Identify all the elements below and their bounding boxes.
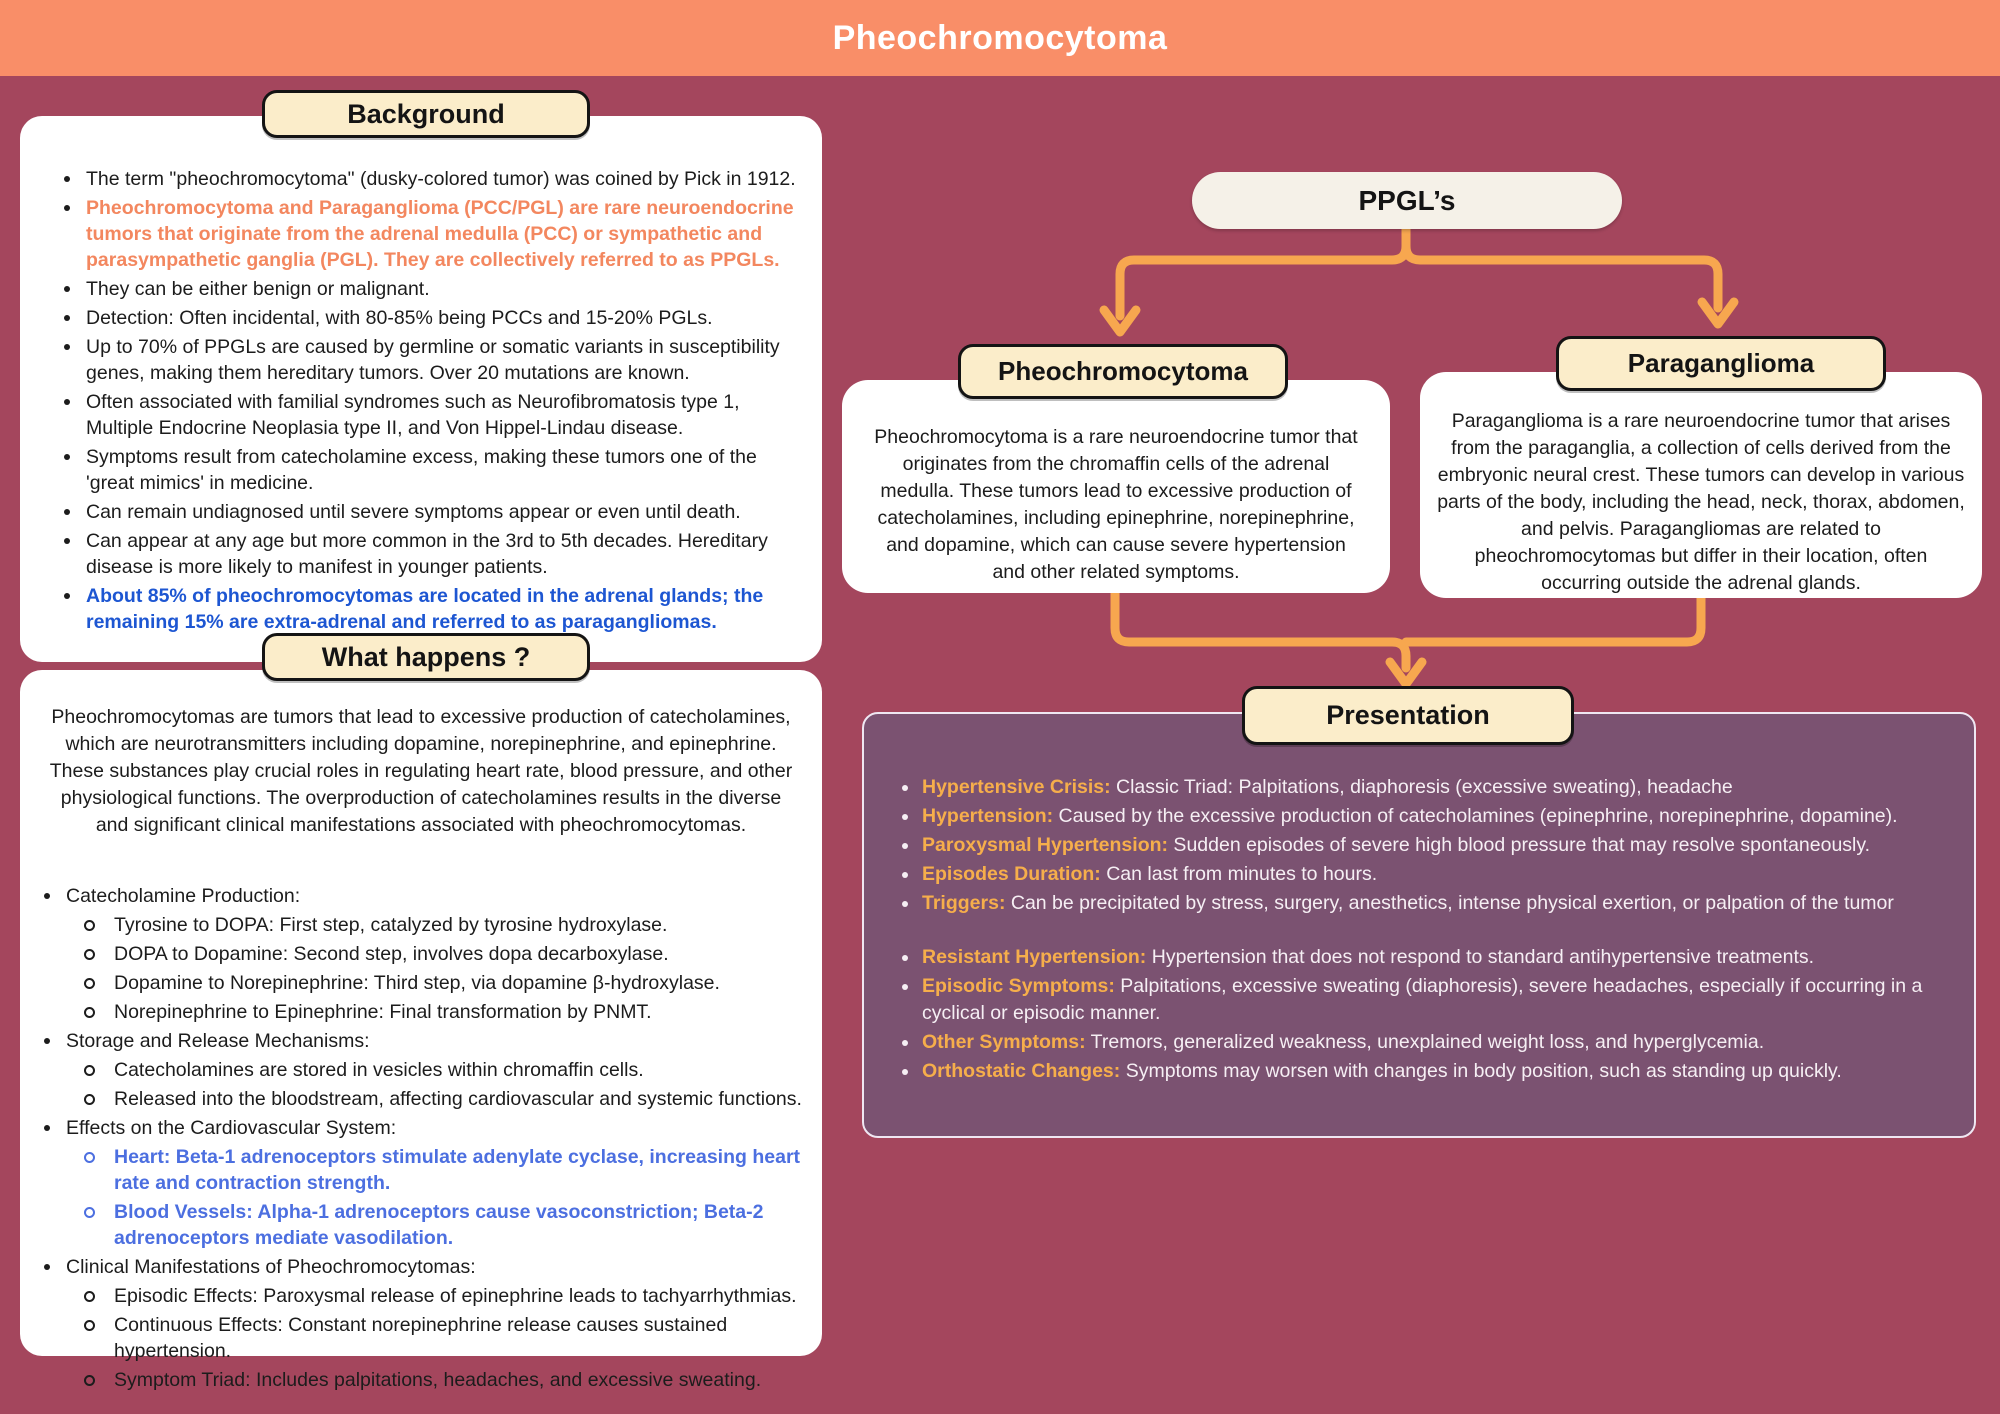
bullet-lead: Hypertension: [922, 805, 1054, 827]
paraganglioma-node-title: Paraganglioma [1556, 336, 1886, 391]
outline-item: Heart: Beta-1 adrenoceptors stimulate adenylate cyclase, increasing heart rate and contraction strength. [20, 1144, 822, 1196]
outline-item: Symptom Triad: Includes palpitations, headaches, and excessive sweating. [20, 1367, 822, 1393]
background-bullet-list [40, 166, 796, 635]
outline-item: Norepinephrine to Epinephrine: Final transformation by PNMT. [20, 999, 822, 1025]
presentation-bullet [894, 832, 1946, 859]
bullet-text: Tremors, generalized weakness, unexplained weight loss, and hyperglycemia. [1085, 1031, 1765, 1053]
outline-item: Episodic Effects: Paroxysmal release of epinephrine leads to tachyarrhythmias. [20, 1283, 822, 1309]
arrowhead-presentation [1390, 662, 1422, 684]
header-bar [0, 0, 2000, 76]
bullet-text: Can last from minutes to hours. [1100, 863, 1378, 885]
outline-item: Blood Vessels: Alpha-1 adrenoceptors cause vasoconstriction; Beta-2 adrenoceptors mediate vasodilation. [20, 1199, 822, 1251]
background-bullet: They can be either benign or malignant. [40, 276, 796, 302]
arrow-para-to-presentation [1406, 592, 1701, 642]
presentation-bullet [894, 944, 1946, 971]
background-card [20, 116, 822, 662]
paraganglioma-description-card [1420, 372, 1982, 598]
arrow-root-to-para [1406, 224, 1718, 308]
presentation-bullet [894, 774, 1946, 801]
background-bullet: The term "pheochromocytoma" (dusky-colored tumor) was coined by Pick in 1912. [40, 166, 796, 192]
pheochromocytoma-description-card [842, 380, 1390, 593]
arrow-root-to-pheo [1120, 224, 1406, 316]
outline-item: Dopamine to Norepinephrine: Third step, via dopamine β-hydroxylase. [20, 970, 822, 996]
outline-item: Catecholamines are stored in vesicles within chromaffin cells. [20, 1057, 822, 1083]
presentation-bullet [894, 973, 1946, 1027]
what-happens-section-title: What happens ? [262, 633, 590, 681]
background-bullet: Up to 70% of PPGLs are caused by germline or somatic variants in susceptibility genes, making them hereditary tumors. Over 20 mutations are known. [40, 334, 796, 386]
paraganglioma-description: Paraganglioma is a rare neuroendocrine tumor that arises from the paraganglia, a collection of cells derived from the embryonic neural crest. These tumors can develop in various parts of the body, including the head, neck, thorax, abdomen, and pelvis. Paragangliomas are related to pheochromocytomas but differ in their location, often occurring outside the adrenal glands. [1437, 410, 1965, 594]
outline-item: Storage and Release Mechanisms: [20, 1028, 822, 1054]
bullet-text: Symptoms may worsen with changes in body position, such as standing up quickly. [1120, 1060, 1842, 1082]
bullet-text: Palpitations, excessive sweating (diaphoresis), severe headaches, especially if occurring in a cyclical or episodic manner. [922, 975, 1923, 1024]
outline-item: Clinical Manifestations of Pheochromocytomas: [20, 1254, 822, 1280]
bullet-lead: Episodes Duration: [922, 863, 1101, 885]
arrowhead-pheo [1104, 310, 1136, 332]
bullet-lead: Episodic Symptoms: [922, 975, 1115, 997]
bullet-text: Caused by the excessive production of catecholamines (epinephrine, norepinephrine, dopamine). [1053, 805, 1898, 827]
bullet-text: Hypertension that does not respond to standard antihypertensive treatments. [1146, 946, 1815, 968]
outline-item: Continuous Effects: Constant norepinephrine release causes sustained hypertension. [20, 1312, 822, 1364]
presentation-bullet [894, 1029, 1946, 1056]
pheochromocytoma-description: Pheochromocytoma is a rare neuroendocrine tumor that originates from the chromaffin cells of the adrenal medulla. These tumors lead to excessive production of catecholamines, including epinephrine, norepinephrine, and dopamine, which can cause severe hypertension and other related symptoms. [874, 426, 1358, 583]
outline-item: Catecholamine Production: [20, 883, 822, 909]
page-title: Pheochromocytoma [832, 18, 1168, 57]
presentation-bullet-group-1 [894, 774, 1946, 917]
bullet-text: Sudden episodes of severe high blood pressure that may resolve spontaneously. [1168, 834, 1871, 856]
arrow-pheo-to-presentation [1115, 588, 1406, 668]
background-bullet: Can appear at any age but more common in the 3rd to 5th decades. Hereditary disease is more likely to manifest in younger patients. [40, 528, 796, 580]
background-bullet: Symptoms result from catecholamine excess, making these tumors one of the 'great mimics' in medicine. [40, 444, 796, 496]
outline-item: Effects on the Cardiovascular System: [20, 1115, 822, 1141]
presentation-bullet [894, 861, 1946, 888]
presentation-bullet [894, 1058, 1946, 1085]
outline-item: DOPA to Dopamine: Second step, involves dopa decarboxylase. [20, 941, 822, 967]
bullet-text: Can be precipitated by stress, surgery, anesthetics, intense physical exertion, or palpation of the tumor [1005, 892, 1894, 914]
what-happens-outline [20, 883, 822, 1393]
what-happens-intro: Pheochromocytomas are tumors that lead to excessive production of catecholamines, which are neurotransmitters including dopamine, norepinephrine, and epinephrine. These substances play crucial roles in regulating heart rate, blood pressure, and other physiological functions. The overproduction of catecholamines results in the diverse and significant clinical manifestations associated with pheochromocytomas. [49, 706, 793, 836]
outline-item: Tyrosine to DOPA: First step, catalyzed by tyrosine hydroxylase. [20, 912, 822, 938]
bullet-lead: Resistant Hypertension: [922, 946, 1147, 968]
pheochromocytoma-node-title: Pheochromocytoma [958, 344, 1288, 399]
bullet-lead: Triggers: [922, 892, 1006, 914]
bullet-lead: Hypertensive Crisis: [922, 776, 1111, 798]
presentation-bullet [894, 890, 1946, 917]
presentation-section-title: Presentation [1242, 686, 1574, 745]
presentation-bullet-group-2 [894, 944, 1946, 1085]
bullet-lead: Orthostatic Changes: [922, 1060, 1121, 1082]
arrowhead-para [1702, 302, 1734, 324]
background-section-title: Background [262, 90, 590, 138]
outline-item: Released into the bloodstream, affecting cardiovascular and systemic functions. [20, 1086, 822, 1112]
background-bullet: Pheochromocytoma and Paraganglioma (PCC/PGL) are rare neuroendocrine tumors that originate from the adrenal medulla (PCC) or sympathetic and parasympathetic ganglia (PGL). They are collectively referred to as PPGLs. [40, 195, 796, 273]
background-bullet: Often associated with familial syndromes such as Neurofibromatosis type 1, Multiple Endocrine Neoplasia type II, and Von Hippel-Lindau disease. [40, 389, 796, 441]
background-bullet: Can remain undiagnosed until severe symptoms appear or even until death. [40, 499, 796, 525]
background-bullet: About 85% of pheochromocytomas are located in the adrenal glands; the remaining 15% are extra-adrenal and referred to as paragangliomas. [40, 583, 796, 635]
presentation-bullet [894, 803, 1946, 830]
bullet-lead: Other Symptoms: [922, 1031, 1086, 1053]
bullet-text: Classic Triad: Palpitations, diaphoresis (excessive sweating), headache [1110, 776, 1733, 798]
ppgl-root-node: PPGL’s [1192, 172, 1622, 229]
presentation-panel [862, 712, 1976, 1138]
background-bullet: Detection: Often incidental, with 80-85% being PCCs and 15-20% PGLs. [40, 305, 796, 331]
what-happens-card [20, 670, 822, 1391]
bullet-lead: Paroxysmal Hypertension: [922, 834, 1169, 856]
